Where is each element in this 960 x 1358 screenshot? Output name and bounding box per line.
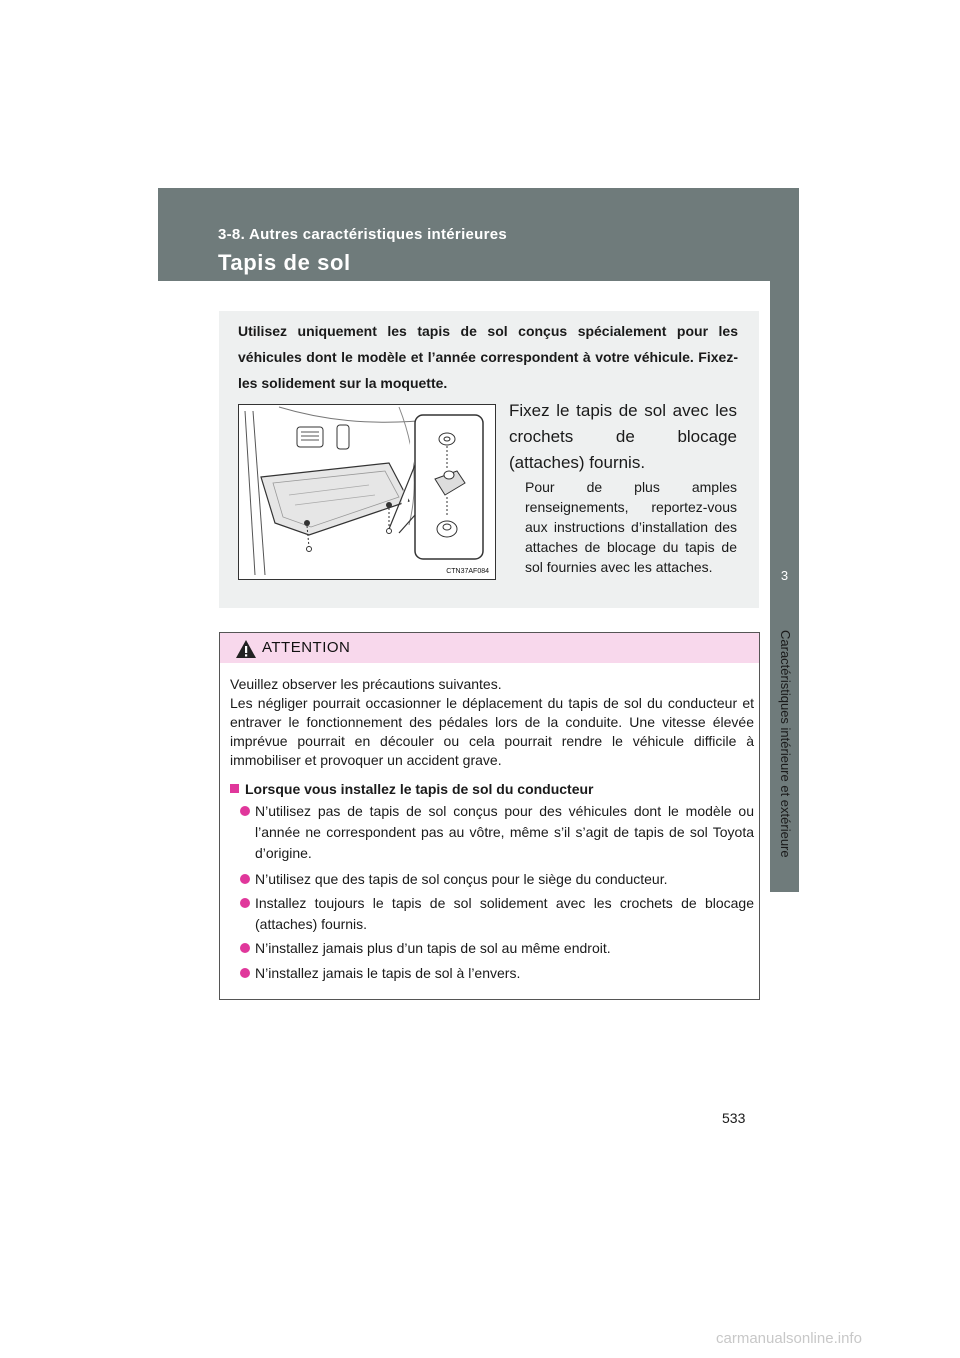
bullet-dot-icon	[240, 874, 250, 884]
warning-body-rest: Les négliger pourrait occasionner le déplacement du tapis de sol du conducteur et entraver le fonctionnement des pédales lors de la conduite. Une vitesse élevée imprévue pourrait en découler ou cela pourrait rendre le véhicule difficile à immobiliser et provoquer un accident grave.	[230, 695, 754, 768]
warning-box	[219, 632, 760, 1000]
floor-mat-drawing	[239, 405, 495, 579]
warning-item-text: N’utilisez pas de tapis de sol conçus pour des véhicules dont le modèle ou l’année ne correspondent pas au vôtre, même s’il s’agit de tapis de sol Toyota d’origine.	[255, 803, 754, 861]
chapter-title: Caractéristiques intérieure et extérieure	[778, 630, 793, 858]
warning-title: ATTENTION	[262, 639, 351, 656]
page-number: 533	[722, 1110, 746, 1126]
chapter-title-wrap	[772, 630, 798, 890]
warning-body-first-line: Veuillez observer les précautions suivantes.	[230, 676, 502, 692]
warning-item	[240, 938, 754, 959]
warning-item-text: N’utilisez que des tapis de sol conçus pour le siège du conducteur.	[255, 871, 668, 887]
bullet-dot-icon	[240, 968, 250, 978]
warning-item	[240, 963, 754, 984]
step-note: Pour de plus amples renseignements, reportez-vous aux instructions d’installation des attaches de blocage du tapis de sol fournies avec les attaches.	[525, 479, 737, 575]
warning-header	[220, 633, 759, 663]
page-title: Tapis de sol	[218, 250, 351, 275]
bullet-dot-icon	[240, 943, 250, 953]
warning-subheading-text: Lorsque vous installez le tapis de sol du conducteur	[245, 781, 594, 797]
warning-item-text: Installez toujours le tapis de sol solidement avec les crochets de blocage (attaches) fournis.	[255, 895, 754, 932]
warning-item-text: N’installez jamais le tapis de sol à l’envers.	[255, 965, 521, 981]
bullet-dot-icon	[240, 806, 250, 816]
illustration-code: CTN37AF084	[446, 568, 489, 575]
bullet-dot-icon	[240, 898, 250, 908]
warning-item	[240, 869, 754, 890]
square-bullet-icon	[230, 784, 239, 793]
step-instruction: Fixez le tapis de sol avec les crochets de blocage (attaches) fournis.	[509, 401, 737, 472]
intro-text: Utilisez uniquement les tapis de sol conçus spécialement pour les véhicules dont le modèle et l’année correspondent à votre véhicule. Fixez-les solidement sur la moquette.	[238, 323, 738, 391]
warning-body	[230, 675, 754, 770]
warning-subheading	[230, 780, 754, 799]
warning-triangle-icon	[235, 639, 257, 659]
warning-item-text: N’installez jamais plus d’un tapis de sol au même endroit.	[255, 940, 611, 956]
chapter-number: 3	[780, 568, 789, 583]
floor-mat-illustration	[238, 404, 496, 580]
warning-item	[240, 801, 754, 864]
section-label: 3-8. Autres caractéristiques intérieures	[218, 226, 508, 243]
warning-item	[240, 893, 754, 935]
footer-watermark: carmanualsonline.info	[716, 1330, 862, 1347]
